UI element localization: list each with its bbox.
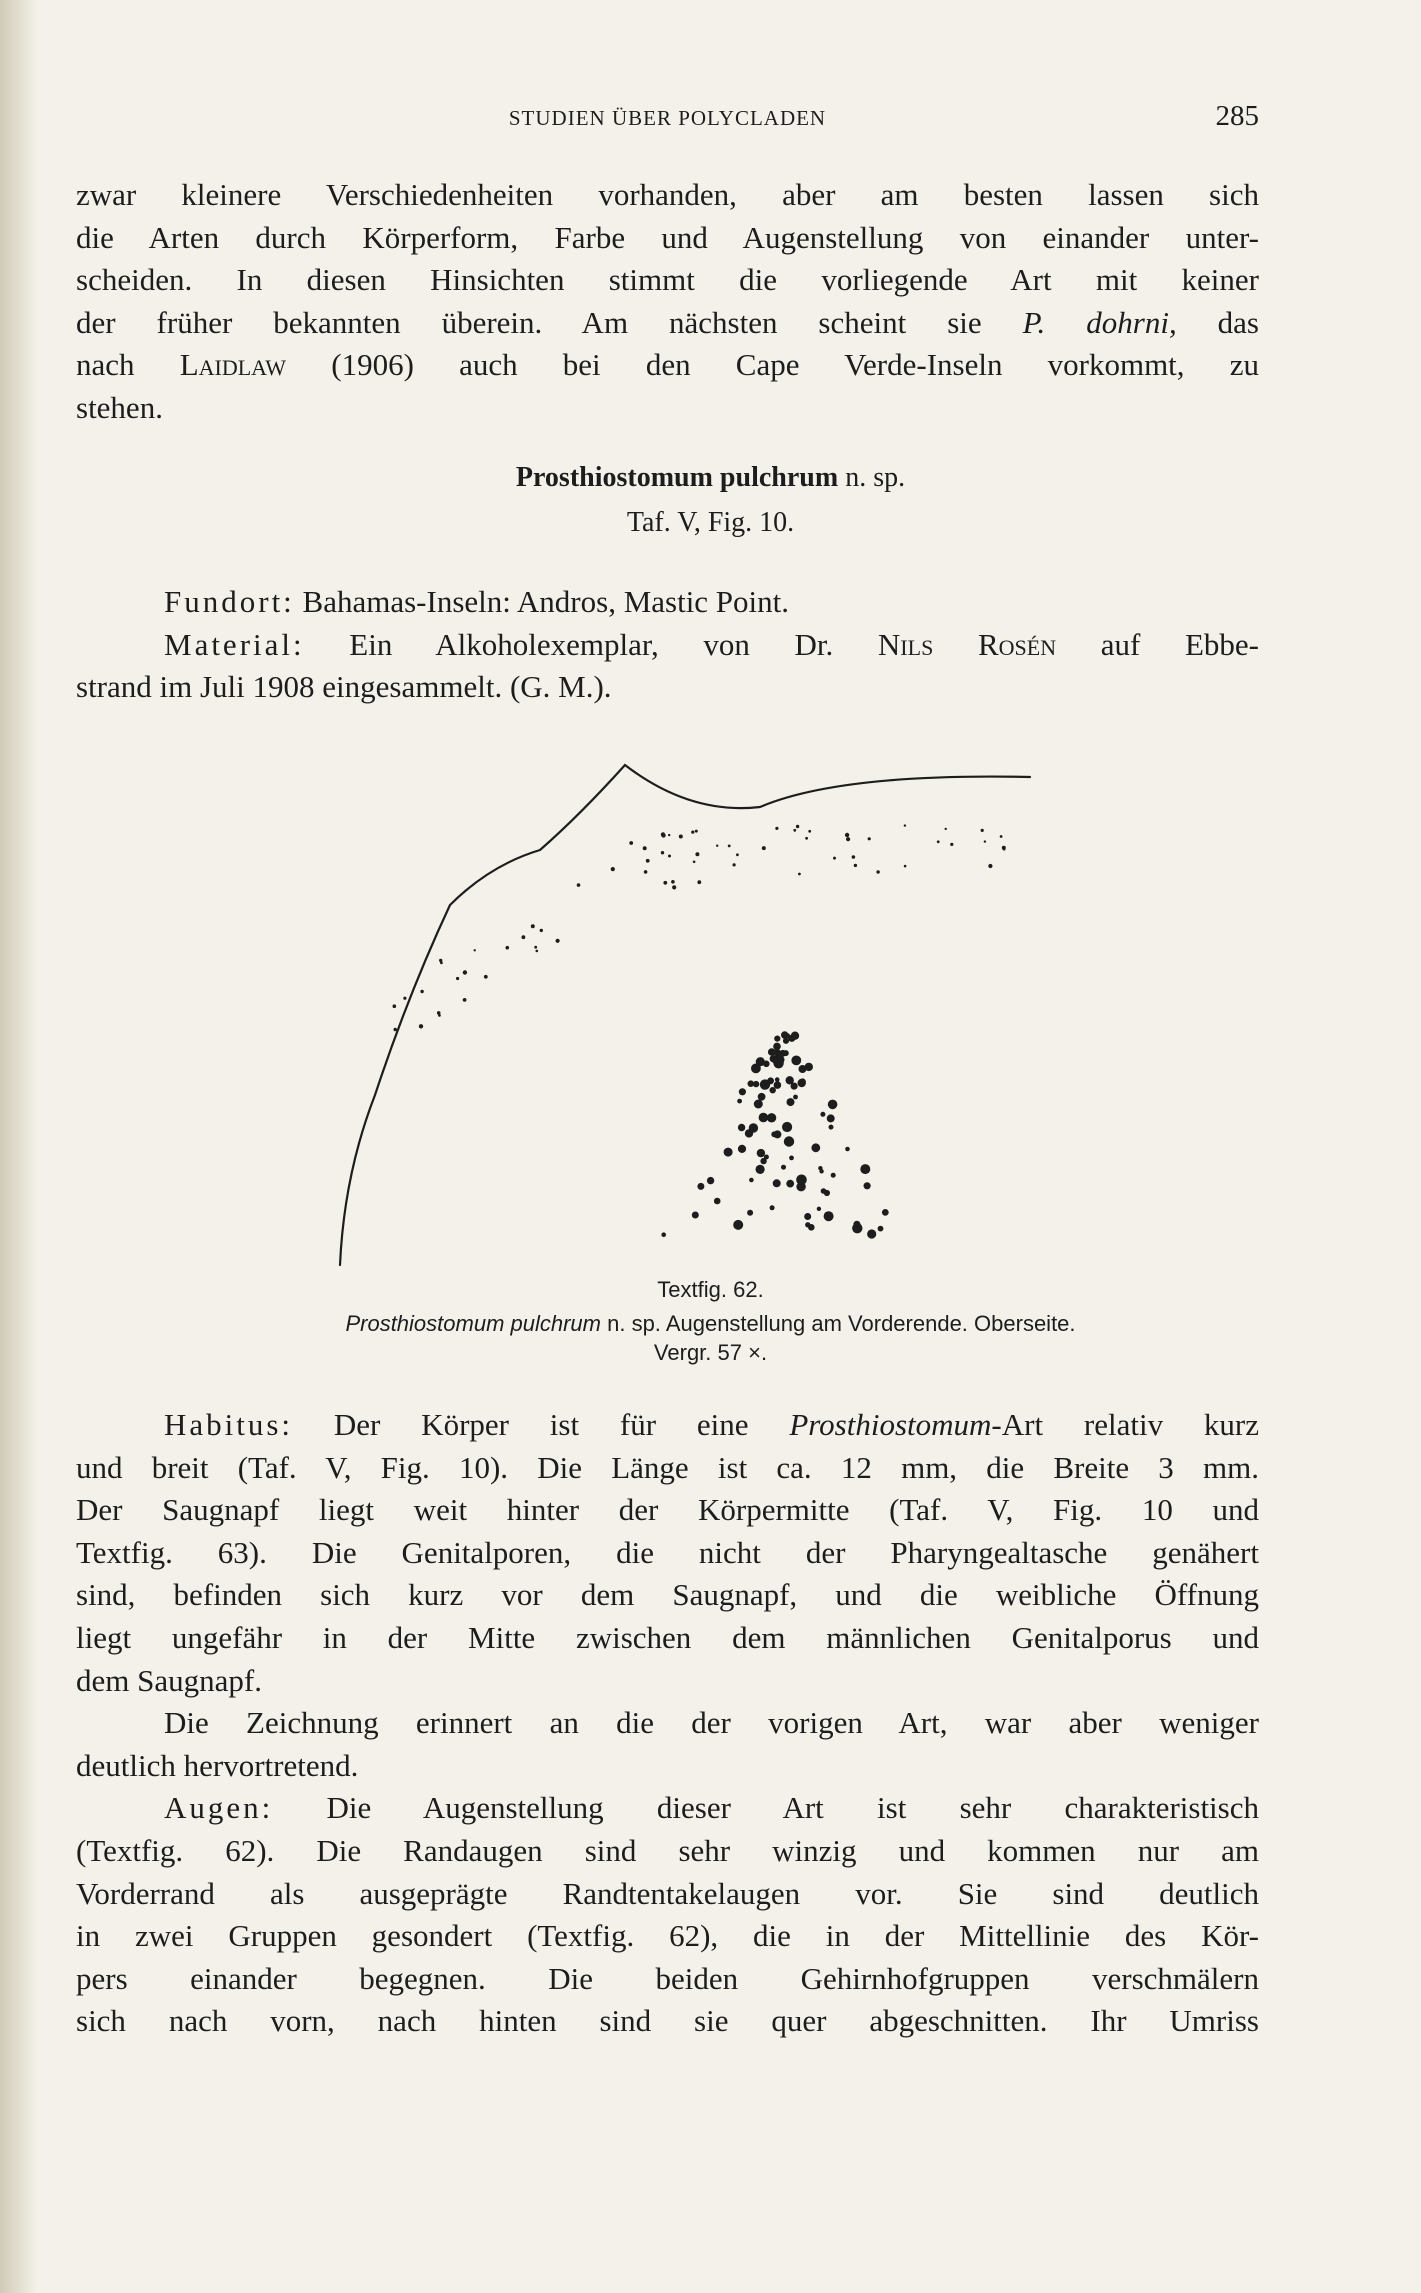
eye-spot — [793, 829, 796, 832]
eye-spot — [646, 859, 650, 863]
eye-spot — [733, 863, 736, 866]
eye-spot — [724, 1148, 733, 1157]
fundort-line — [76, 581, 1259, 624]
eye-spot — [707, 1177, 714, 1184]
eye-spot — [611, 867, 615, 871]
eye-spot — [799, 1065, 807, 1073]
eye-spot — [852, 855, 856, 859]
eye-spot — [438, 1014, 441, 1017]
eye-spot — [796, 825, 799, 828]
eye-spot — [904, 824, 906, 826]
eye-spot — [506, 946, 510, 950]
text-line: sich nach vorn, nach hinten sind sie quer abgeschnitten. Ihr Umriss — [76, 2003, 1259, 2039]
text-line — [76, 1787, 1259, 1830]
text-fragment: das — [1176, 304, 1259, 340]
eye-spot — [663, 881, 667, 885]
page-header — [76, 100, 1259, 140]
text-line: strand im Juli 1908 eingesammelt. (G. M.). — [76, 669, 612, 705]
text-fragment: der früher bekannten überein. Am nächsten scheint sie — [76, 304, 1023, 340]
text-line: Der Saugnapf liegt weit hinter der Körpermitte (Taf. V, Fig. 10 und — [76, 1492, 1259, 1528]
text-line: und breit (Taf. V, Fig. 10). Die Länge ist ca. 12 mm, die Breite 3 mm. — [76, 1449, 1259, 1485]
eye-spot — [695, 830, 698, 833]
text-fragment: Die Augenstellung dieser Art ist sehr charakteristisch — [273, 1790, 1259, 1826]
text-line: dem Saugnapf. — [76, 1662, 262, 1698]
text-line: deutlich hervortretend. — [76, 1747, 359, 1783]
text-line: pers einander begegnen. Die beiden Gehirnhofgruppen verschmälern — [76, 1960, 1259, 1996]
text-line: zwar kleinere Verschiedenheiten vorhanden, aber am besten lassen sich — [76, 177, 1259, 212]
eye-spot — [984, 840, 986, 842]
eye-spot — [728, 845, 731, 848]
text-line: (Textfig. 62). Die Randaugen sind sehr winzig und kommen nur am — [76, 1832, 1259, 1868]
text-line — [76, 1404, 1259, 1447]
eye-spot — [774, 1036, 780, 1042]
text-fragment: Ein Alkoholexemplar, von Dr. — [304, 626, 878, 662]
eye-spot — [668, 855, 671, 858]
text-line: in zwei Gruppen gesondert (Textfig. 62), die in der Mittellinie des Kör- — [76, 1918, 1259, 1954]
eye-spot — [773, 1043, 781, 1051]
eye-spot — [738, 1145, 746, 1153]
figure-caption — [0, 1311, 1421, 1337]
eye-spot — [534, 946, 537, 949]
eye-spot — [818, 1166, 822, 1170]
fundort-text: Bahamas-Inseln: Andros, Mastic Point. — [294, 584, 790, 619]
eye-spot — [456, 977, 459, 980]
eye-spot — [1003, 848, 1006, 851]
text-line: die Arten durch Körperform, Farbe und Augenstellung von einander unter- — [76, 219, 1259, 255]
description-section — [76, 1404, 1259, 2043]
eye-spot — [393, 1004, 397, 1008]
eye-spot — [793, 1095, 798, 1100]
eye-spot — [749, 1123, 758, 1132]
eye-spot — [981, 829, 984, 832]
eye-spot — [773, 1130, 781, 1138]
eye-spot — [403, 997, 406, 1000]
locality-section — [76, 581, 1259, 709]
material-label: Material: — [164, 626, 305, 662]
text-fragment: auf Ebbe- — [1056, 626, 1259, 662]
eye-spot — [463, 970, 467, 974]
eye-spot — [756, 1057, 765, 1066]
eye-spot — [846, 837, 850, 841]
genus-name: Prosthiostomum — [789, 1407, 992, 1442]
eye-spot — [733, 1220, 743, 1230]
eye-spot — [789, 1156, 794, 1161]
eye-spot — [762, 846, 766, 850]
eye-spot — [440, 961, 443, 964]
text-fragment: nach — [76, 347, 180, 383]
text-fragment: -Art relativ kurz — [991, 1407, 1259, 1442]
eye-spot — [817, 1207, 821, 1211]
collector-name: Nils Rosén — [877, 626, 1057, 662]
figure-label: Textfig. 62. — [657, 1277, 764, 1302]
material-line — [76, 624, 1259, 667]
eye-spot — [463, 998, 467, 1002]
eye-spot — [796, 1182, 805, 1191]
eye-spot — [756, 1165, 765, 1174]
eye-spot — [757, 1149, 765, 1157]
species-reference: P. dohrni, — [1022, 304, 1177, 340]
eye-spot — [749, 1178, 754, 1183]
text-line: sind, befinden sich kurz vor dem Saugnapf, und die weibliche Öffnung — [76, 1577, 1259, 1613]
text-line: scheiden. In diesen Hinsichten stimmt die vorliegende Art mit keiner — [76, 262, 1259, 298]
figure-magnification: Vergr. 57 ×. — [653, 1340, 768, 1365]
eye-spot — [783, 1051, 788, 1056]
eye-spot — [643, 846, 647, 850]
paragraph-intro — [76, 174, 1259, 430]
species-suffix: n. sp. — [845, 462, 906, 493]
eye-spot — [420, 990, 423, 993]
eye-spot — [864, 1182, 871, 1189]
eye-spot — [759, 1113, 769, 1123]
eye-spot — [747, 1210, 753, 1216]
eye-spot — [671, 880, 675, 884]
eye-spot — [828, 1100, 838, 1110]
eye-spot — [950, 843, 953, 846]
body-outline — [340, 765, 1030, 1265]
eye-spot — [522, 935, 526, 939]
eye-spot — [770, 1087, 776, 1093]
eye-spot — [784, 1136, 794, 1146]
eye-spot — [854, 864, 857, 867]
eye-spot — [833, 857, 836, 860]
eye-spot — [783, 1038, 789, 1044]
text-line — [76, 344, 1259, 387]
eye-spot — [791, 1056, 801, 1066]
eye-spot — [716, 845, 718, 847]
eye-spot — [693, 861, 696, 864]
page-number: 285 — [1215, 100, 1259, 132]
habitus-label: Habitus: — [164, 1407, 294, 1442]
eye-spot — [536, 950, 539, 953]
text-line: Textfig. 63). Die Genitalporen, die nicht der Pharyngealtasche genähert — [76, 1534, 1259, 1570]
text-line — [76, 302, 1259, 345]
eye-spot — [1000, 835, 1003, 838]
eye-spot — [738, 1124, 745, 1131]
eye-spot — [878, 1226, 884, 1232]
eye-spot — [739, 1088, 746, 1095]
eye-spot — [695, 852, 699, 856]
eye-spot — [867, 1229, 876, 1238]
eye-spot — [829, 1125, 834, 1130]
eye-spot — [821, 1188, 827, 1194]
eye-spot — [831, 1173, 836, 1178]
eye-spot — [845, 833, 849, 837]
eye-spot — [820, 1112, 825, 1117]
fundort-label: Fundort: — [164, 584, 295, 619]
eye-spot — [672, 885, 676, 889]
eye-spot — [668, 834, 670, 836]
eye-spot — [679, 835, 683, 839]
eye-spot — [775, 827, 778, 830]
text-fragment: (1906) auch bei den Cape Verde-Inseln vorkommt, zu — [286, 347, 1259, 383]
eye-spot — [770, 1205, 775, 1210]
eye-spot — [760, 1079, 770, 1089]
eye-spot — [787, 1098, 795, 1106]
eye-spot — [827, 1114, 835, 1122]
running-title: STUDIEN ÜBER POLYCLADEN — [508, 106, 827, 130]
eye-spot — [531, 924, 535, 928]
eye-spot — [758, 1093, 766, 1101]
augen-label: Augen: — [164, 1790, 274, 1826]
eye-spot — [773, 1057, 781, 1065]
eye-spot — [767, 1113, 776, 1122]
eye-spot — [760, 1158, 766, 1164]
eye-spot — [556, 939, 560, 943]
caption-species-name: Prosthiostomum pulchrum — [345, 1311, 601, 1336]
eye-spot — [811, 1143, 820, 1152]
eye-spot — [937, 840, 940, 843]
eye-spot — [786, 1076, 794, 1084]
eye-spot — [737, 1099, 742, 1104]
eye-spot — [805, 837, 808, 840]
eye-spot — [868, 837, 871, 840]
eye-spots — [393, 824, 1006, 1238]
eye-spot — [697, 880, 701, 884]
eye-spot — [692, 1212, 699, 1219]
text-line: stehen. — [76, 389, 163, 425]
eye-spot — [845, 1147, 850, 1152]
eye-spot — [791, 1032, 799, 1040]
eye-spot — [882, 1209, 889, 1216]
eye-spot — [904, 865, 907, 868]
page-binding-shadow — [0, 0, 38, 2293]
eye-spot — [781, 1165, 786, 1170]
text-line: Die Zeichnung erinnert an die der vorigen Art, war aber weniger — [164, 1705, 1259, 1741]
eye-spot — [661, 832, 665, 836]
eye-spot — [798, 873, 801, 876]
eye-spot — [754, 1100, 763, 1109]
eye-spot — [691, 831, 694, 834]
eye-spot — [773, 1179, 781, 1187]
text-line: liegt ungefähr in der Mitte zwischen dem männlichen Genitalporus und — [76, 1619, 1259, 1655]
caption-text: n. sp. Augenstellung am Vorderende. Oberseite. — [601, 1311, 1076, 1336]
eye-spot — [988, 864, 992, 868]
eye-spot — [484, 975, 488, 979]
eye-spot — [945, 828, 947, 830]
eye-spot — [714, 1198, 721, 1205]
eye-spot — [644, 870, 648, 874]
eye-spot — [753, 1081, 759, 1087]
eye-arrangement-figure — [330, 755, 1050, 1275]
eye-spot — [852, 1223, 862, 1233]
eye-spot — [697, 1183, 704, 1190]
eye-spot — [394, 1028, 397, 1031]
text-fragment: Der Körper ist für eine — [293, 1407, 790, 1442]
eye-spot — [860, 1164, 870, 1174]
eye-spot — [661, 851, 664, 854]
eye-spot — [798, 1079, 806, 1087]
eye-spot — [419, 1024, 423, 1028]
eye-spot — [876, 870, 879, 873]
eye-spot — [786, 1180, 794, 1188]
eye-spot — [629, 841, 633, 845]
eye-spot — [782, 1122, 792, 1132]
plate-reference: Taf. V, Fig. 10. — [626, 507, 795, 538]
eye-spot — [775, 1077, 780, 1082]
eye-spot — [474, 949, 476, 951]
eye-spot — [804, 1213, 811, 1220]
eye-spot — [824, 1211, 834, 1221]
eye-spot — [736, 853, 739, 856]
eye-spot — [661, 1232, 666, 1237]
text-line: Vorderrand als ausgeprägte Randtentakelaugen vor. Sie sind deutlich — [76, 1875, 1259, 1911]
species-heading — [0, 462, 1421, 494]
eye-spot — [808, 830, 811, 833]
eye-spot — [540, 929, 543, 932]
eye-spot — [805, 1222, 810, 1227]
eye-spot — [577, 883, 581, 887]
author-name: Laidlaw — [179, 347, 287, 383]
species-name: Prosthiostomum pulchrum — [515, 462, 839, 493]
